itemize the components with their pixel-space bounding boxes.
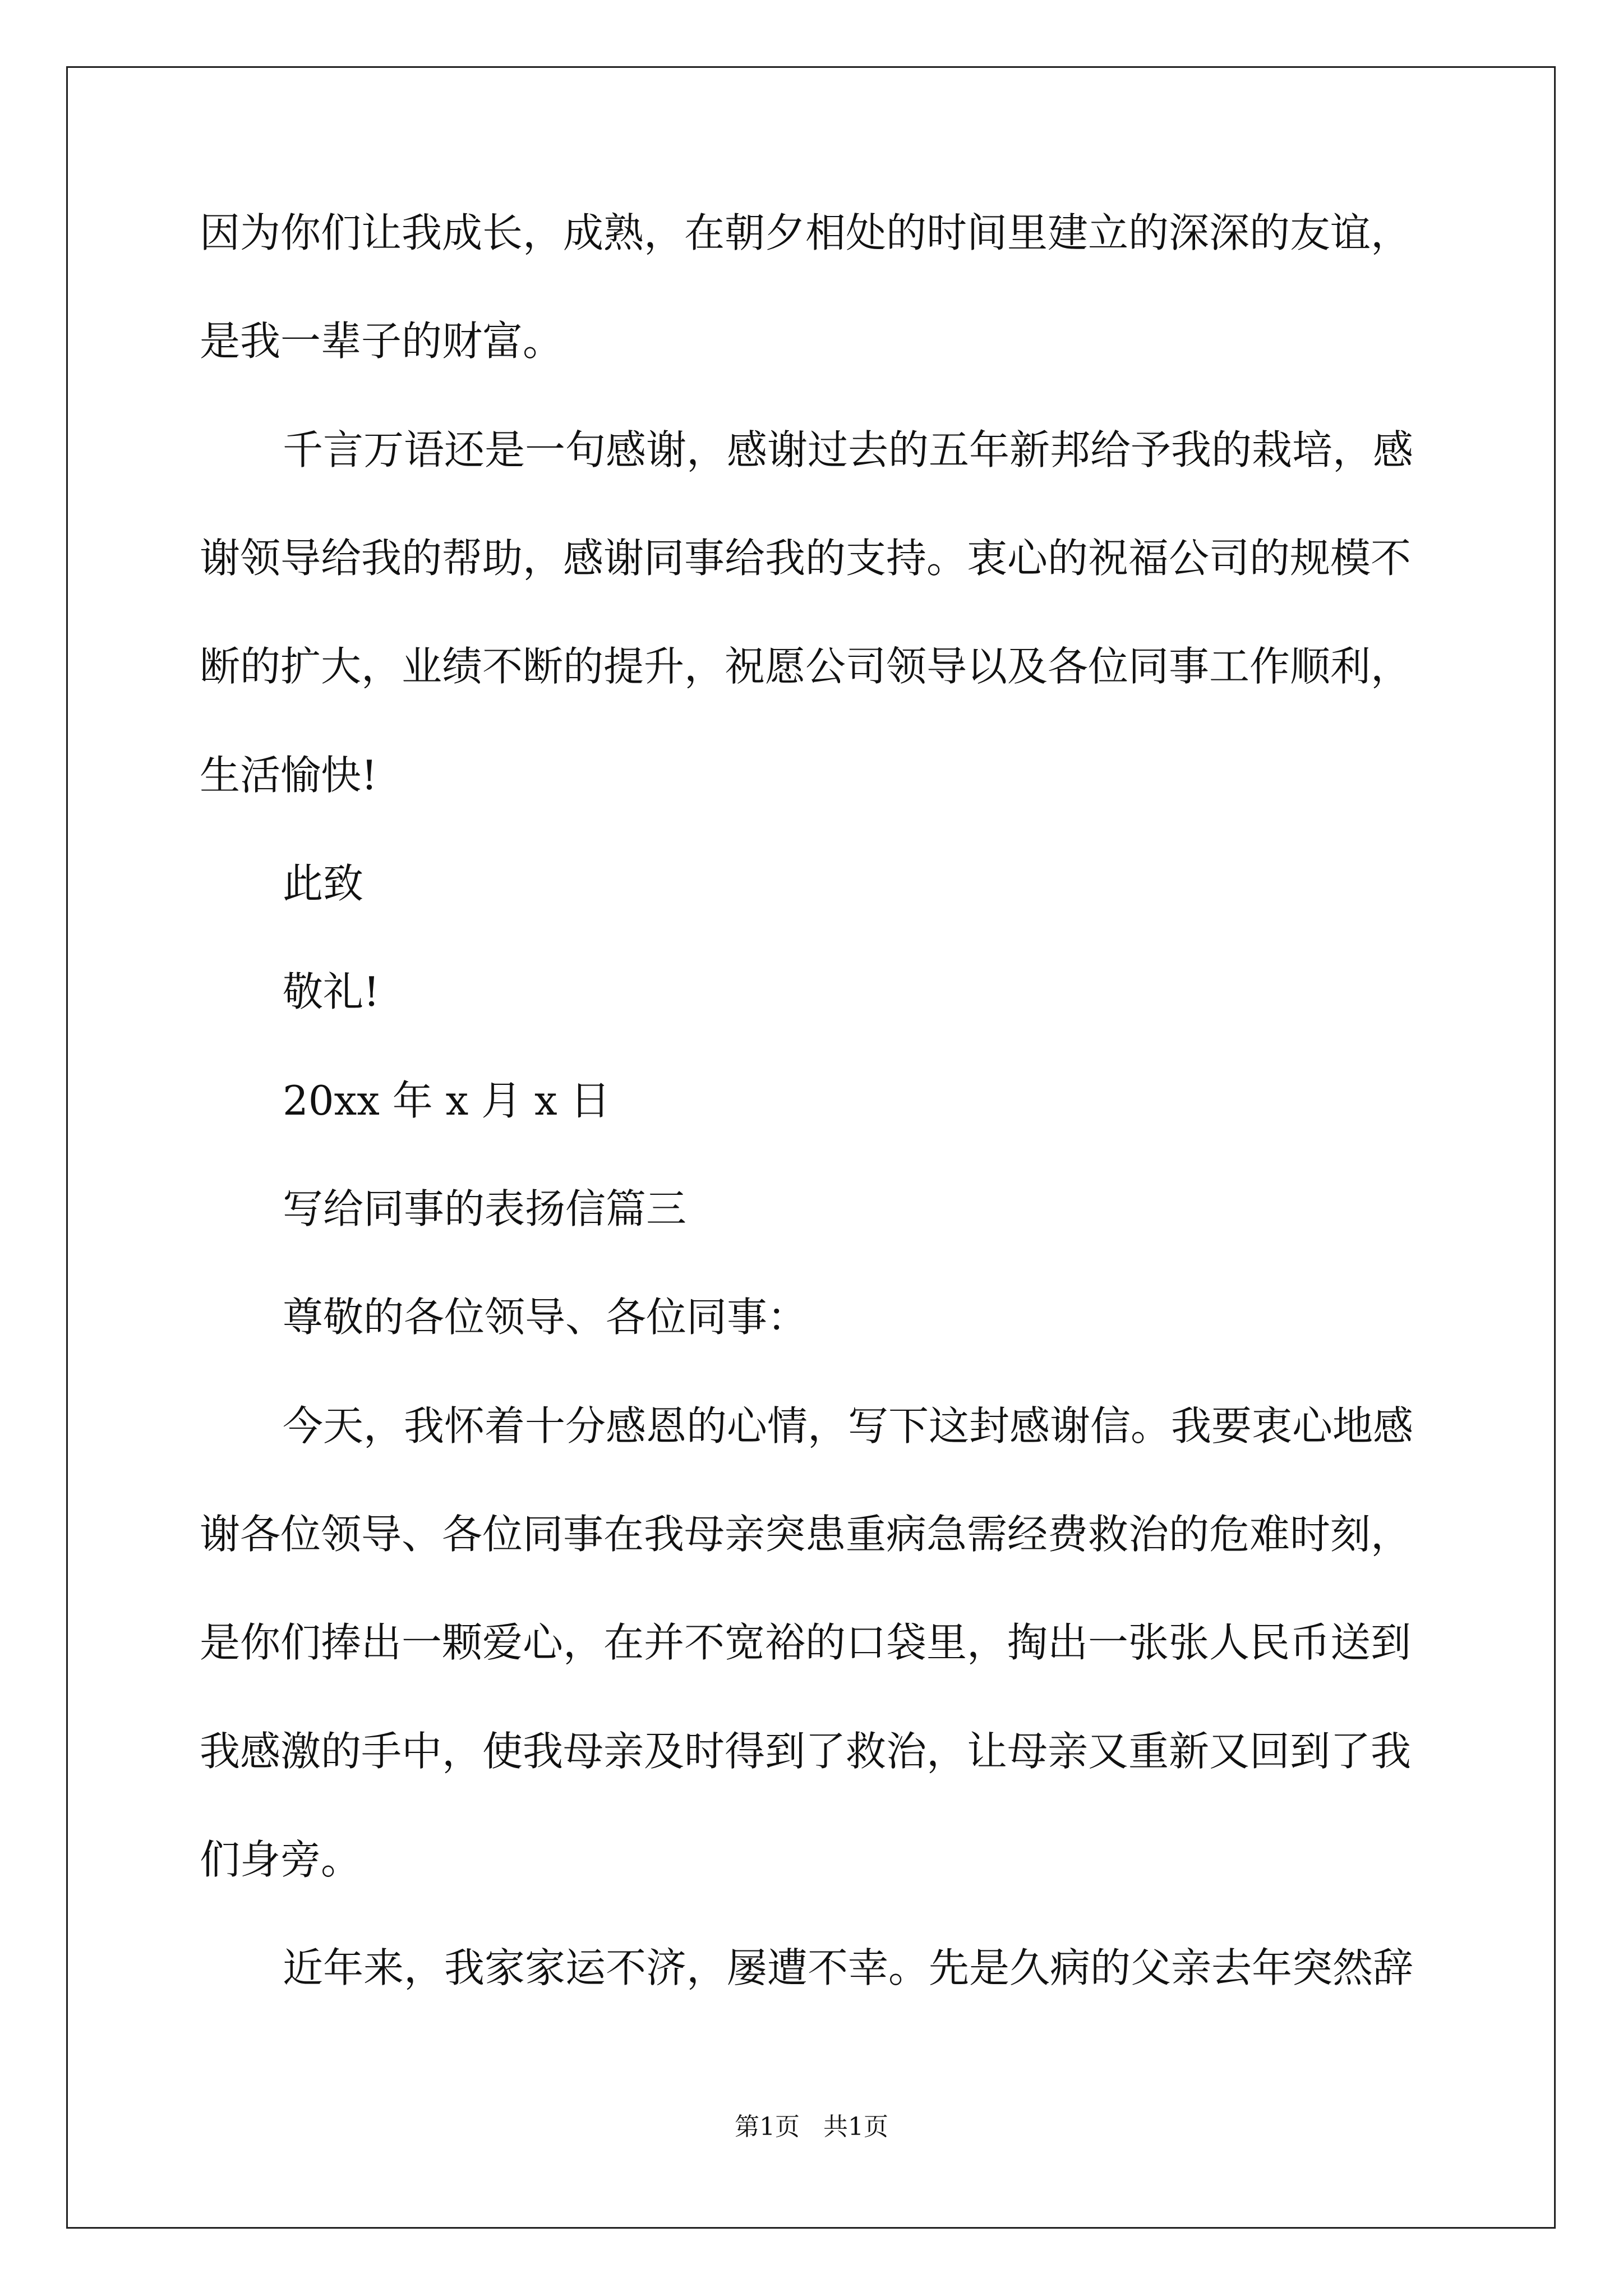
- text-line: 因为你们让我成长，成熟，在朝夕相处的时间里建立的深深的友谊，: [200, 209, 1412, 256]
- closing-salutation: 此致: [283, 860, 364, 907]
- text-line: 们身旁。: [200, 1836, 362, 1883]
- text-line: 我感激的手中，使我母亲及时得到了救治，让母亲又重新又回到了我: [200, 1728, 1412, 1775]
- section-title: 写给同事的表扬信篇三: [283, 1185, 687, 1232]
- text-line: 生活愉快!: [200, 752, 377, 799]
- paragraph-first-line: 近年来，我家家运不济，屡遭不幸。先是久病的父亲去年突然辞: [283, 1944, 1414, 1991]
- text-line: 是你们捧出一颗爱心，在并不宽裕的口袋里，掏出一张张人民币送到: [200, 1619, 1412, 1666]
- paragraph-first-line: 千言万语还是一句感谢，感谢过去的五年新邦给予我的栽培，感: [283, 426, 1414, 473]
- page-number-footer: 第1页 共1页: [735, 2113, 888, 2141]
- text-line: 断的扩大，业绩不断的提升，祝愿公司领导以及各位同事工作顺利，: [200, 643, 1412, 690]
- text-line: 是我一辈子的财富。: [200, 318, 564, 365]
- greeting-line: 尊敬的各位领导、各位同事：: [283, 1294, 808, 1341]
- page-border: [66, 66, 1556, 2229]
- closing-regards: 敬礼!: [283, 968, 380, 1015]
- paragraph-first-line: 今天，我怀着十分感恩的心情，写下这封感谢信。我要衷心地感: [283, 1402, 1414, 1450]
- text-line: 谢各位领导、各位同事在我母亲突患重病急需经费救治的危难时刻，: [200, 1511, 1412, 1558]
- letter-date: 20xx 年 x 月 x 日: [283, 1077, 611, 1124]
- text-line: 谢领导给我的帮助，感谢同事给我的支持。衷心的祝福公司的规模不: [200, 535, 1412, 582]
